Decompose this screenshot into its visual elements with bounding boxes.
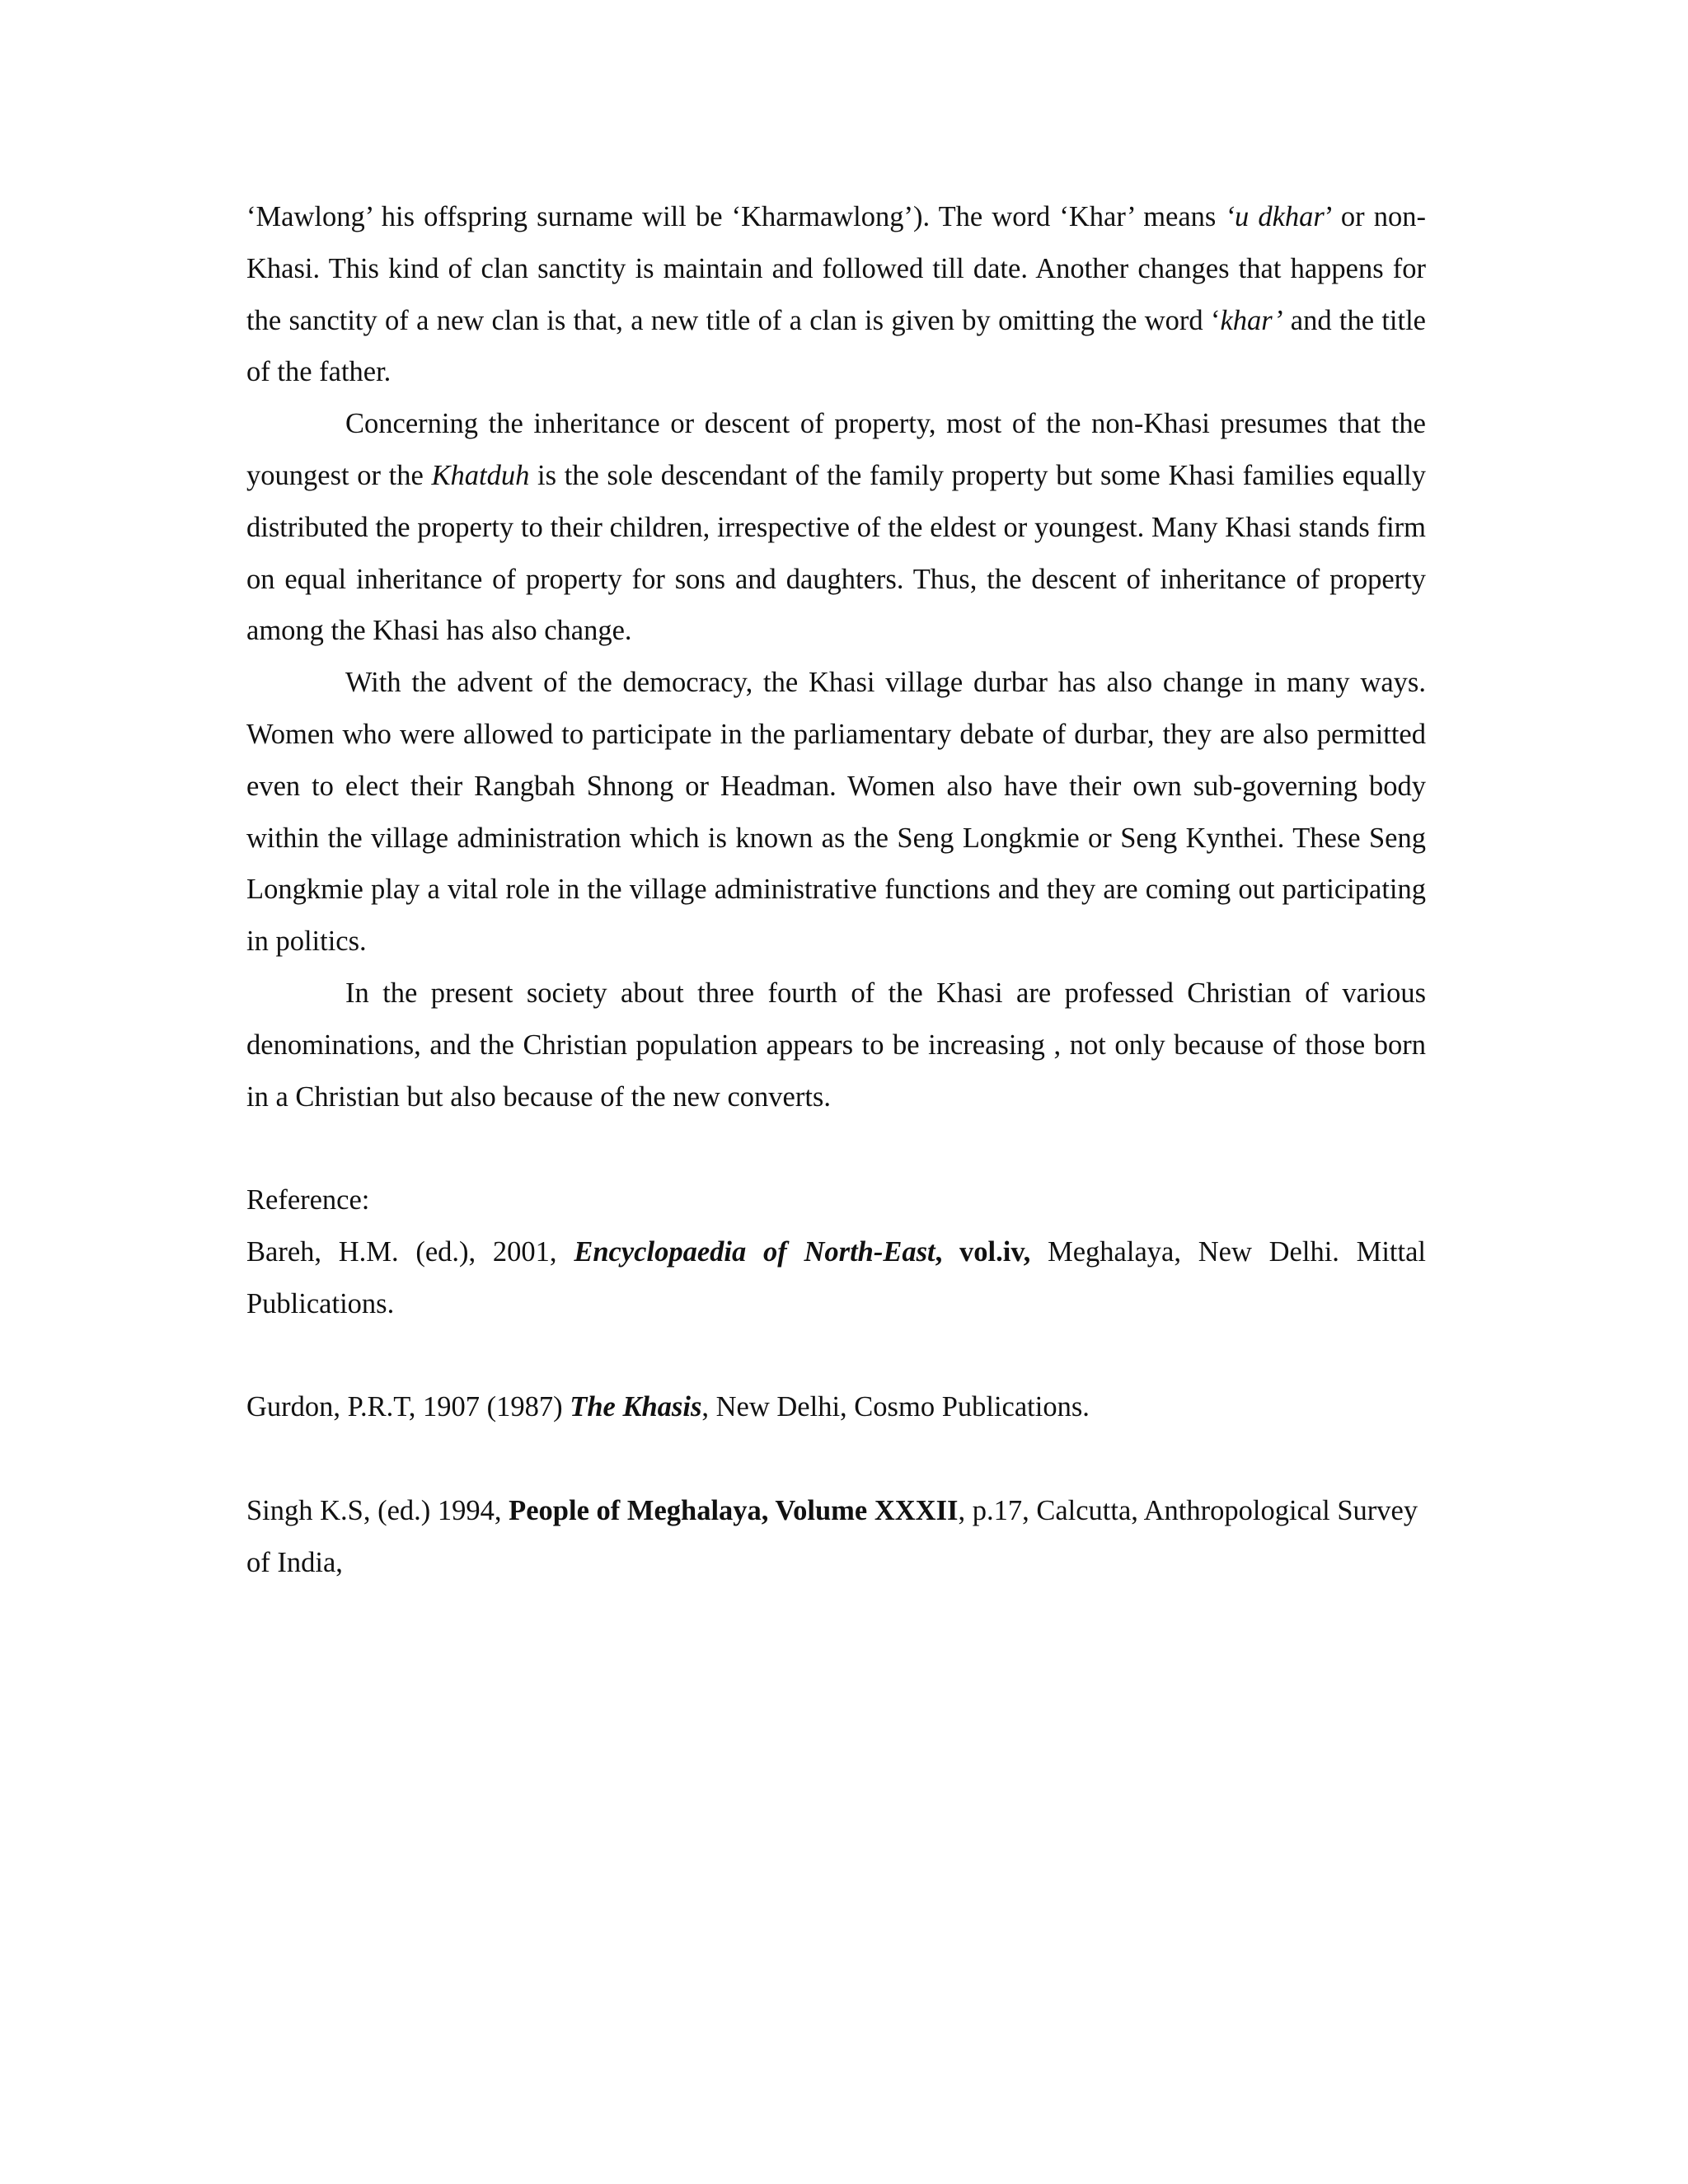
- paragraph-inheritance: [246, 398, 1426, 657]
- references-heading: Reference:: [246, 1184, 370, 1216]
- paragraph-text: is the sole descendant of the family property but some Khasi families equally distributed the property to their children, irrespective of the eldest or youngest. Many Khasi stands firm on equal inheritance of property for sons and daughters. Thus, the descent of inheritance of property among the Khasi has also change.: [246, 459, 1426, 647]
- italic-term-khar: khar’: [1220, 304, 1283, 336]
- reference-title: Encyclopaedia of North-East: [574, 1235, 935, 1268]
- reference-publisher: , p.17, Calcutta, Anthropological Survey of India,: [246, 1494, 1418, 1578]
- paragraph-text: and the title of the father.: [246, 304, 1426, 388]
- reference-spacer: [246, 1330, 1426, 1382]
- reference-author: Gurdon, P.R.T, 1907 (1987): [246, 1391, 570, 1423]
- document-page: [246, 191, 1426, 1589]
- reference-gurdon: [246, 1381, 1426, 1433]
- italic-term-u-dkhar: ‘u dkhar: [1225, 201, 1325, 232]
- paragraph-text: In the present society about three fourth of the Khasi are professed Christian of various denominations, and the Christian population appears to be increasing , not only because of those born in a Christian but also because of the new converts.: [246, 977, 1426, 1113]
- reference-bareh: [246, 1226, 1426, 1330]
- reference-title: People of Meghalaya, Volume XXXII: [509, 1494, 959, 1526]
- italic-term-khatduh: Khatduh: [431, 459, 530, 491]
- reference-author: Bareh, H.M. (ed.), 2001,: [246, 1235, 574, 1268]
- reference-author: Singh K.S, (ed.) 1994,: [246, 1494, 509, 1526]
- reference-spacer: [246, 1433, 1426, 1485]
- paragraph-text: With the advent of the democracy, the Khasi village durbar has also change in many ways. Women who were allowed to participate in the parliamentary debate of durbar, they are also permitted even to elect their Rangbah Shnong or Headman. Women also have their own sub-governing body within the village administration which is known as the Seng Longkmie or Seng Kynthei. These Seng Longkmie play a vital role in the village administrative functions and they are coming out participating in politics.: [246, 667, 1426, 958]
- section-spacer: [246, 1122, 1426, 1174]
- paragraph-village-durbar: [246, 657, 1426, 968]
- reference-volume: , vol.iv,: [935, 1235, 1031, 1268]
- reference-singh: [246, 1485, 1426, 1589]
- paragraph-text: ‘Mawlong’ his offspring surname will be ‘Kharmawlong’). The word ‘Khar’ means: [246, 201, 1226, 232]
- paragraph-text: ’ or non-Khasi. This kind of clan sanctity is maintain and followed till date. Another changes that happens for the sanctity of a new clan is that, a new title of a clan is given by omitting the word ‘: [246, 201, 1426, 336]
- paragraph-christianity: [246, 968, 1426, 1122]
- reference-publisher: , New Delhi, Cosmo Publications.: [701, 1391, 1090, 1423]
- paragraph-clan-sanctity: [246, 191, 1426, 398]
- reference-publisher: Meghalaya, New Delhi. Mittal Publications.: [246, 1235, 1427, 1319]
- reference-title: The Khasis: [570, 1391, 702, 1423]
- paragraph-text: Concerning the inheritance or descent of property, most of the non-Khasi presumes that the youngest or the: [246, 408, 1426, 491]
